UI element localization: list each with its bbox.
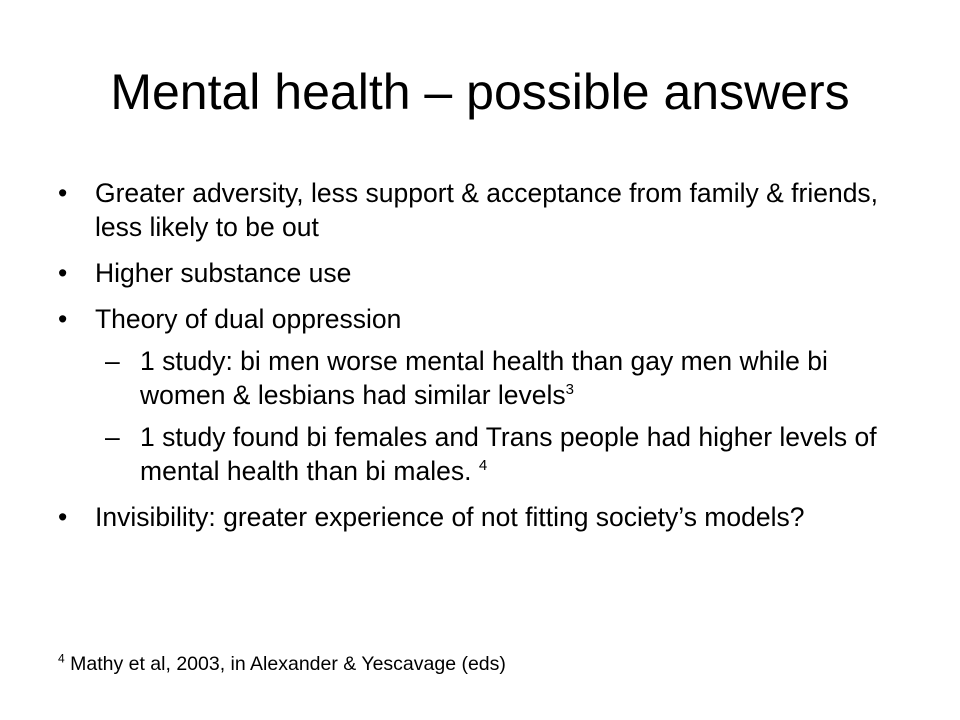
sub-bullet-text: 1 study found bi females and Trans people had higher levels of mental health than bi males. bbox=[140, 422, 877, 486]
sub-bullet-marker: – bbox=[105, 346, 120, 376]
bullet-text: Greater adversity, less support & acceptance from family & friends, less likely to be out bbox=[95, 178, 879, 242]
bullet-item-substance-use bbox=[58, 256, 918, 290]
bullet-text: Invisibility: greater experience of not fitting society’s models? bbox=[95, 502, 805, 532]
citation-superscript: 3 bbox=[565, 381, 574, 399]
footnote-superscript: 4 bbox=[58, 651, 65, 666]
bullet-item-invisibility bbox=[58, 500, 918, 534]
citation-superscript: 4 bbox=[478, 457, 488, 475]
sub-bullet-text: 1 study: bi men worse mental health than gay men while bi women & lesbians had similar levels bbox=[140, 346, 828, 410]
bullet-marker: • bbox=[58, 258, 68, 288]
footnote-text: Mathy et al, 2003, in Alexander & Yescavage (eds) bbox=[64, 653, 506, 675]
sub-bullet-item-bi-females-study bbox=[58, 420, 918, 488]
sub-bullet-marker: – bbox=[105, 422, 120, 452]
bullet-text: Higher substance use bbox=[95, 258, 352, 288]
sub-bullet-item-bi-men-study bbox=[58, 344, 918, 412]
bullet-marker: • bbox=[58, 178, 68, 208]
bullet-marker: • bbox=[58, 502, 68, 532]
bullet-marker: • bbox=[58, 304, 68, 334]
bullet-item-adversity bbox=[58, 176, 918, 244]
slide-title: Mental health – possible answers bbox=[110, 64, 850, 120]
footnote bbox=[58, 651, 506, 677]
bullet-text: Theory of dual oppression bbox=[95, 304, 402, 334]
bullet-list bbox=[58, 176, 918, 534]
bullet-item-dual-oppression bbox=[58, 302, 918, 336]
